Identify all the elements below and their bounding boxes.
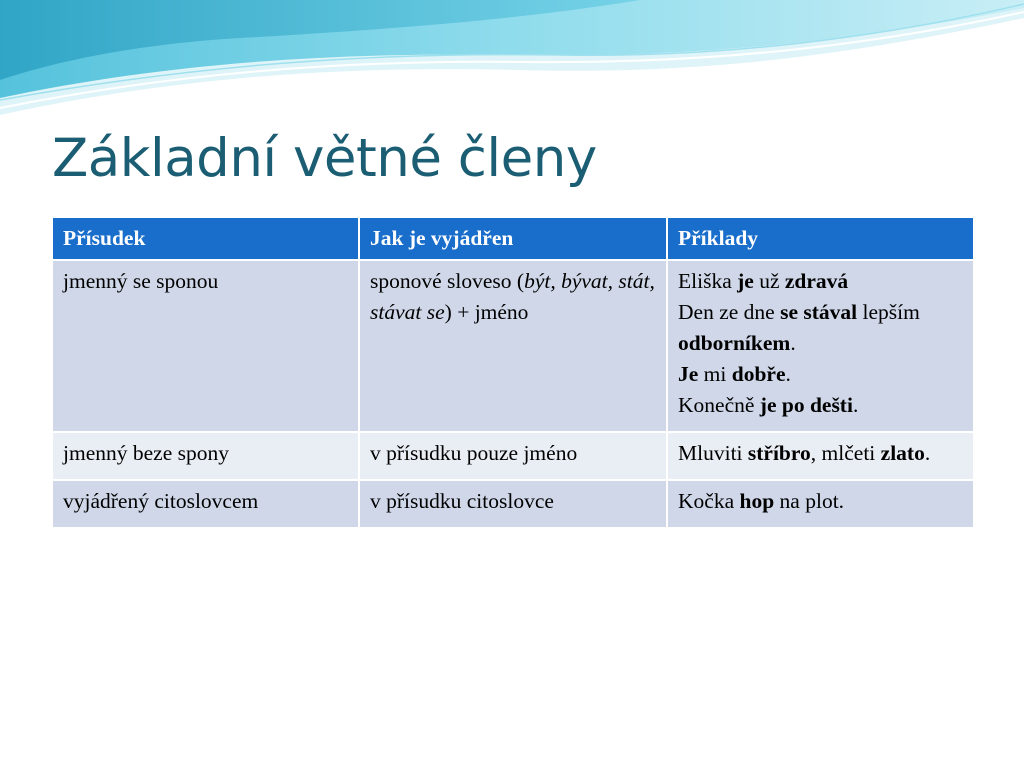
text-run: . [852, 393, 859, 417]
text-run: Den ze dne [678, 300, 781, 324]
text-run: sponové sloveso ( [370, 269, 525, 293]
italic-text: být, bývat, stát, stávat se [370, 269, 655, 324]
cell-examples [667, 480, 974, 528]
example-sentence [678, 359, 963, 390]
text-run: . [785, 362, 791, 386]
text-run: Eliška [678, 269, 738, 293]
text-run: , mlčeti [810, 441, 881, 465]
example-sentence [678, 438, 963, 469]
text-run: v přísudku citoslovce [370, 489, 554, 513]
emphasized-text: je [737, 269, 754, 293]
emphasized-text: stříbro [747, 441, 811, 465]
table-row [52, 260, 974, 432]
header-examples: Příklady [667, 217, 974, 260]
table-row [52, 432, 974, 480]
cell-how-expressed [359, 480, 667, 528]
cell-how-expressed [359, 260, 667, 432]
decorative-wave-banner [0, 0, 1024, 130]
text-run: už [753, 269, 785, 293]
header-how-expressed: Jak je vyjádřen [359, 217, 667, 260]
table-row [52, 480, 974, 528]
text-run: . [790, 331, 796, 355]
predicate-table [51, 216, 975, 529]
text-run: Kočka [678, 489, 740, 513]
cell-how-expressed [359, 432, 667, 480]
text-run: na plot. [774, 489, 845, 513]
emphasized-text: hop [739, 489, 775, 513]
emphasized-text: odborníkem [678, 331, 791, 355]
text-run: ) + jméno [444, 300, 529, 324]
text-run: . [924, 441, 931, 465]
emphasized-text: dobře [731, 362, 786, 386]
cell-predicate-type: jmenný beze spony [52, 432, 359, 480]
example-sentence [678, 297, 963, 359]
example-sentence [678, 486, 963, 517]
text-run: lepším [857, 300, 920, 324]
example-sentence [678, 390, 963, 421]
emphasized-text: zlato [880, 441, 925, 465]
slide-title: Základní větné členy [52, 128, 597, 189]
cell-predicate-type: jmenný se sponou [52, 260, 359, 432]
example-sentence [678, 266, 963, 297]
header-predicate: Přísudek [52, 217, 359, 260]
text-run: mi [698, 362, 732, 386]
cell-examples [667, 260, 974, 432]
emphasized-text: zdravá [784, 269, 849, 293]
text-run: Mluviti [678, 441, 748, 465]
text-run: Konečně [678, 393, 760, 417]
cell-predicate-type: vyjádřený citoslovcem [52, 480, 359, 528]
table-header-row [52, 217, 974, 260]
emphasized-text: Je [678, 362, 699, 386]
emphasized-text: se stával [780, 300, 858, 324]
text-run: v přísudku pouze jméno [370, 441, 578, 465]
cell-examples [667, 432, 974, 480]
emphasized-text: je po dešti [759, 393, 853, 417]
